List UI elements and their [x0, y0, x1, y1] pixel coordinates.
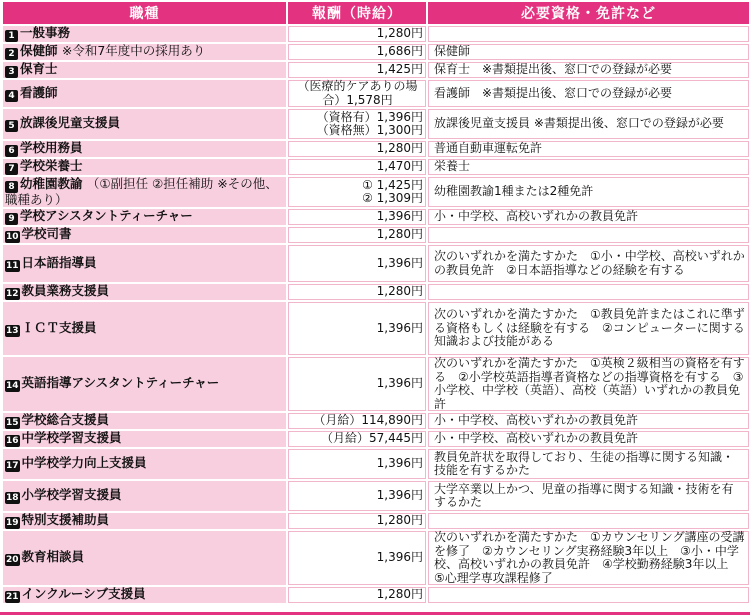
row-number-badge: 9: [5, 213, 18, 225]
pay-value: 1,396円: [376, 209, 423, 224]
requirements-cell: [428, 284, 749, 300]
job-cell: [3, 513, 286, 529]
job-note: ※令和7年度中の採用あり: [61, 43, 206, 58]
job-cell: [3, 449, 286, 479]
pay-value: 1,280円: [376, 284, 423, 299]
row-number-badge: 6: [5, 145, 18, 157]
pay-cell: [288, 513, 426, 529]
pay-cell: [288, 62, 426, 78]
table-row: [3, 62, 749, 78]
pay-value: 1,280円: [376, 26, 423, 41]
table-row: [3, 109, 749, 139]
pay-cell: [288, 587, 426, 603]
job-cell: [3, 80, 286, 107]
job-title: 中学校学習支援員: [21, 430, 122, 445]
pay-value: 1,396円: [376, 550, 423, 565]
row-number-badge: 18: [6, 493, 19, 503]
job-title: 幼稚園教諭: [20, 176, 83, 192]
requirements-text: 栄養士: [434, 159, 471, 174]
requirements-cell: [428, 245, 749, 282]
job-cell: [3, 431, 286, 447]
table-row: [3, 513, 749, 529]
pay-cell: [288, 227, 426, 243]
table-row: [3, 357, 749, 411]
job-note: （①副担任 ②担任補助 ※その他、職種あり）: [5, 176, 278, 208]
row-number-badge: 3: [5, 66, 18, 78]
job-cell: [3, 177, 286, 207]
requirements-cell: [428, 80, 749, 107]
job-cell: [3, 284, 286, 300]
requirements-text: 次のいずれかを満たすかた ①小・中学校、高校いずれかの教員免許 ②日本語指導などの経験を有する: [434, 249, 745, 277]
row-number-badge: 13: [6, 325, 19, 336]
job-cell: [3, 531, 286, 585]
table-row: [3, 227, 749, 243]
row-number-badge: 17: [6, 461, 19, 471]
row-number-badge: 12: [6, 289, 19, 299]
requirements-cell: [428, 302, 749, 355]
requirements-cell: [428, 209, 749, 225]
job-title: 学校栄養士: [20, 158, 83, 173]
job-title: 放課後児童支援員: [20, 115, 121, 130]
pay-value: 1,280円: [376, 513, 423, 528]
job-cell: [3, 26, 286, 42]
pay-value: 1,686円: [376, 44, 423, 59]
table-row: [3, 481, 749, 511]
requirements-cell: [428, 44, 749, 60]
header-job: 職種: [3, 2, 286, 24]
job-title: 学校用務員: [20, 140, 83, 155]
table-row: [3, 177, 749, 207]
job-title: 小学校学習支援員: [21, 487, 122, 502]
pay-value: 1,396円: [376, 255, 423, 270]
table-row: [3, 449, 749, 479]
pay-cell: [288, 431, 426, 447]
requirements-cell: [428, 431, 749, 447]
row-number-badge: 20: [6, 555, 19, 565]
pay-value: 1,425円: [376, 62, 423, 77]
requirements-text: 普通自動車運転免許: [434, 141, 543, 156]
pay-value: （月給）57,445円: [321, 431, 423, 446]
row-number-badge: 2: [5, 48, 18, 60]
job-title: インクルーシブ支援員: [21, 586, 146, 601]
job-title: 保育士: [20, 61, 58, 76]
pay-cell: [288, 302, 426, 355]
table-row: [3, 284, 749, 300]
requirements-text: 小・中学校、高校いずれかの教員免許: [434, 431, 639, 446]
job-title: 教育相談員: [21, 549, 85, 564]
pay-cell: [288, 109, 426, 139]
job-cell: [3, 141, 286, 157]
pay-value: 1,396円: [376, 376, 423, 391]
pay-cell: [288, 26, 426, 42]
pay-cell: [288, 531, 426, 585]
pay-cell: [288, 245, 426, 282]
requirements-cell: [428, 587, 749, 603]
job-cell: [3, 227, 286, 243]
row-number-badge: 14: [6, 381, 19, 391]
job-title: 英語指導アシスタントティーチャー: [21, 375, 220, 390]
requirements-text: 小・中学校、高校いずれかの教員免許: [434, 413, 639, 428]
pay-cell: [288, 357, 426, 411]
pay-cell: [288, 141, 426, 157]
row-number-badge: 5: [5, 120, 18, 132]
requirements-text: 幼稚園教諭1種または2種免許: [434, 184, 594, 199]
pay-value: 1,280円: [376, 587, 423, 602]
requirements-cell: [428, 449, 749, 479]
requirements-text: 小・中学校、高校いずれかの教員免許: [434, 209, 639, 224]
job-cell: [3, 209, 286, 225]
requirements-text: 大学卒業以上かつ、児童の指導に関する知識・技術を有するかた: [434, 481, 734, 509]
table-row: [3, 302, 749, 355]
row-number-badge: 4: [5, 90, 18, 102]
header-requirements: 必要資格・免許など: [428, 2, 749, 24]
pay-value: 1,280円: [376, 141, 423, 156]
job-title: 特別支援補助員: [21, 512, 110, 527]
table-row: [3, 587, 749, 603]
requirements-cell: [428, 357, 749, 411]
table-body: [3, 26, 749, 603]
job-cell: [3, 357, 286, 411]
requirements-cell: [428, 227, 749, 243]
table-row: [3, 159, 749, 175]
row-number-badge: 15: [6, 418, 19, 428]
pay-value: 1,470円: [376, 159, 423, 174]
requirements-text: 次のいずれかを満たすかた ①カウンセリング講座の受講を修了 ②カウンセリング実務経験3年以上 ③小・中学校、高校いずれかの教員免許 ④学校勤務経験3年以上 ⑤心理学専攻課程修了: [434, 530, 745, 585]
pay-value: 1,396円: [376, 488, 423, 503]
pay-cell: [288, 44, 426, 60]
pay-cell: [288, 177, 426, 207]
job-title: 学校アシスタントティーチャー: [20, 208, 193, 223]
requirements-cell: [428, 177, 749, 207]
requirements-cell: [428, 62, 749, 78]
table-row: [3, 245, 749, 282]
pay-cell: [288, 481, 426, 511]
job-cell: [3, 587, 286, 603]
job-title: 中学校学力向上支援員: [21, 455, 147, 470]
row-number-badge: 16: [6, 436, 19, 446]
job-cell: [3, 245, 286, 282]
job-title: 教員業務支援員: [21, 283, 110, 298]
requirements-text: 保健師: [434, 44, 471, 59]
pay-value: （医療的ケアありの場合）1,578円: [297, 79, 418, 107]
row-number-badge: 7: [5, 163, 18, 175]
row-number-badge: 10: [6, 232, 19, 242]
requirements-cell: [428, 481, 749, 511]
requirements-text: 次のいずれかを満たすかた ①英検２級相当の資格を有する ②小学校英語指導者資格などの指導資格を有する ③小学校、中学校（英語）、高校（英語）いずれかの教員免許: [434, 356, 745, 411]
row-number-badge: 1: [5, 30, 18, 42]
pay-cell: [288, 159, 426, 175]
pay-cell: [288, 80, 426, 107]
job-title: ＩＣＴ支援員: [21, 319, 97, 335]
job-cell: [3, 481, 286, 511]
header-pay: 報酬（時給）: [288, 2, 426, 24]
table-row: [3, 209, 749, 225]
requirements-text: 保育士 ※書類提出後、窓口での登録が必要: [434, 62, 673, 77]
requirements-cell: [428, 159, 749, 175]
pay-cell: [288, 209, 426, 225]
pay-value: ① 1,425円 ② 1,309円: [362, 177, 423, 205]
job-table: [1, 0, 750, 605]
job-title: 日本語指導員: [21, 254, 97, 270]
job-cell: [3, 62, 286, 78]
pay-value: （月給）114,890円: [313, 413, 423, 428]
pay-value: 1,280円: [376, 227, 423, 242]
table-row: [3, 141, 749, 157]
job-title: 学校司書: [21, 226, 72, 241]
row-number-badge: 11: [6, 260, 19, 271]
job-title: 学校総合支援員: [21, 412, 110, 427]
row-number-badge: 19: [6, 518, 19, 528]
table-header-row: [3, 2, 749, 24]
job-cell: [3, 159, 286, 175]
requirements-cell: [428, 531, 749, 585]
job-title: 看護師: [20, 84, 58, 100]
pay-cell: [288, 284, 426, 300]
requirements-text: 看護師 ※書類提出後、窓口での登録が必要: [434, 85, 673, 100]
table-row: [3, 44, 749, 60]
requirements-cell: [428, 413, 749, 429]
table-row: [3, 80, 749, 107]
pay-value: （資格有）1,396円 （資格無）1,300円: [316, 109, 423, 137]
job-cell: [3, 302, 286, 355]
job-cell: [3, 413, 286, 429]
pay-cell: [288, 413, 426, 429]
requirements-text: 教員免許状を取得しており、生徒の指導に関する知識・技能を有するかた: [434, 449, 735, 477]
table-row: [3, 531, 749, 585]
pay-value: 1,396円: [376, 456, 423, 471]
table-row: [3, 431, 749, 447]
job-title: 一般事務: [20, 25, 71, 40]
row-number-badge: 8: [5, 181, 18, 193]
job-cell: [3, 44, 286, 60]
job-cell: [3, 109, 286, 139]
requirements-text: 次のいずれかを満たすかた ①教員免許またはこれに準ずる資格もしくは経験を有する ②コンピューターに関する知識および技能がある: [434, 307, 745, 349]
pay-cell: [288, 449, 426, 479]
row-number-badge: 21: [6, 592, 19, 602]
requirements-cell: [428, 109, 749, 139]
job-title: 保健師: [20, 43, 58, 58]
pay-value: 1,396円: [376, 320, 423, 335]
requirements-cell: [428, 513, 749, 529]
table-row: [3, 413, 749, 429]
requirements-text: 放課後児童支援員 ※書類提出後、窓口での登録が必要: [434, 116, 724, 131]
requirements-cell: [428, 141, 749, 157]
requirements-cell: [428, 26, 749, 42]
table-row: [3, 26, 749, 42]
